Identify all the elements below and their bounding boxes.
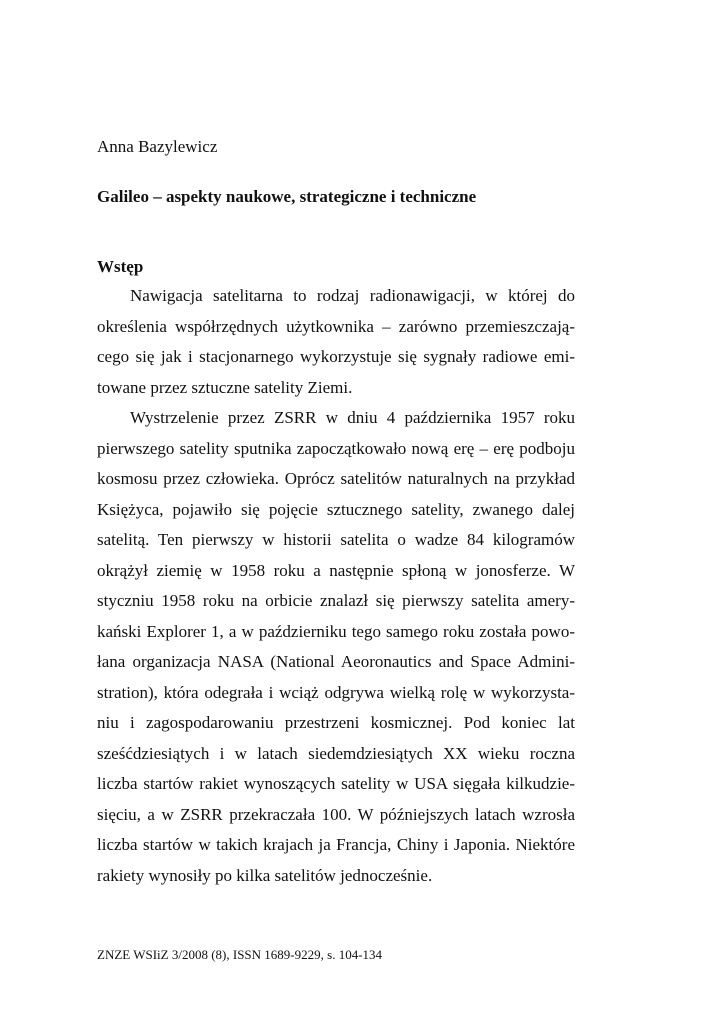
text-line: liczba startów w takich krajach ja Francja, Chiny i Japonia. Niektóre [97,835,575,854]
text-line: okrążył ziemię w 1958 roku a następnie spłoną w jonosferze. W [97,560,575,580]
text-line: kosmosu przez człowieka. Oprócz satelitów naturalnych na przykład [97,469,575,488]
text-line: styczniu 1958 roku na orbicie znalazł się pierwszy satelita amery- [97,591,575,610]
text-line: liczba startów rakiet wynoszących satelity w USA sięgała kilkudzie- [97,774,575,793]
text-line: rakiety wynosiły po kilka satelitów jednocześnie. [97,865,433,885]
article-title: Galileo – aspekty naukowe, strategiczne i techniczne [97,187,477,206]
text-line: stration), która odegrała i wciąż odgrywa wielką rolę w wykorzysta- [97,682,575,702]
text-line: sześćdziesiątych i w latach siedemdziesiątych XX wieku roczna [97,743,575,763]
footer-citation: ZNZE WSIiZ 3/2008 (8), ISSN 1689-9229, s. 104-134 [97,947,383,962]
article-body [97,285,575,895]
paragraph [97,407,575,895]
text-line: towane przez sztuczne satelity Ziemi. [97,377,353,397]
text-line: sięciu, a w ZSRR przekraczała 100. W późniejszych latach wzrosła [97,804,575,824]
text-line: cego się jak i stacjonarnego wykorzystuje się sygnały radiowe emi- [97,347,575,366]
text-line: Wystrzelenie przez ZSRR w dniu 4 października 1957 roku [130,408,575,427]
paragraph [97,285,575,407]
text-line: łana organizacja NASA (National Aeoronautics and Space Admini- [97,652,575,671]
text-line: pierwszego satelity sputnika zapoczątkowało nową erę – erę podboju [97,438,575,458]
text-line: kański Explorer 1, a w październiku tego samego roku została powo- [97,621,575,641]
text-line: Księżyca, pojawiło się pojęcie sztucznego satelity, zwanego dalej [97,499,575,519]
author-name: Anna Bazylewicz [97,137,218,156]
section-heading: Wstęp [97,257,144,276]
text-line: satelitą. Ten pierwszy w historii satelita o wadze 84 kilogramów [97,530,575,549]
text-line: Nawigacja satelitarna to rodzaj radionawigacji, w której do [130,286,575,305]
text-line: niu i zagospodarowaniu przestrzeni kosmicznej. Pod koniec lat [97,713,575,732]
text-line: określenia współrzędnych użytkownika – zarówno przemieszczają- [97,316,575,336]
